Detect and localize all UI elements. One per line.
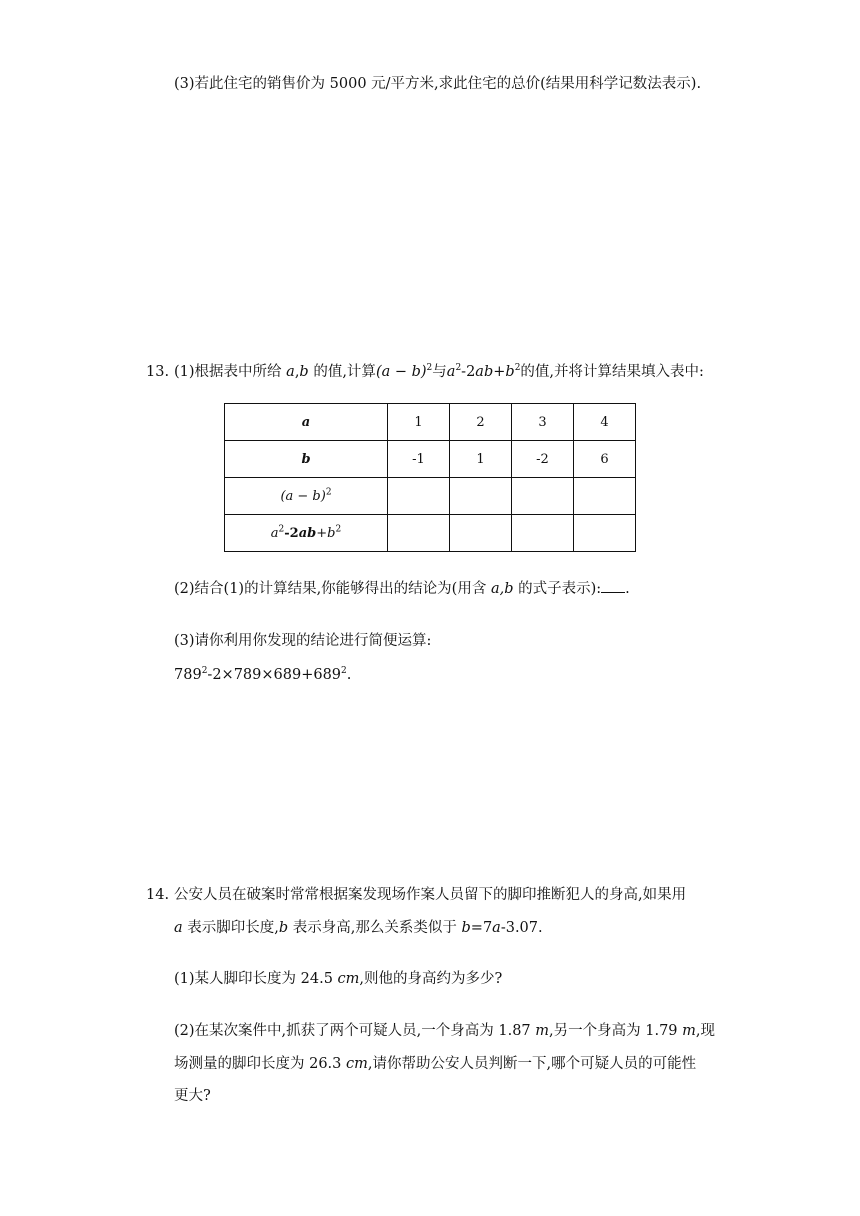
question-13-calculation: [174, 665, 351, 685]
answer-cell[interactable]: [388, 478, 450, 515]
row-label-b: b: [225, 441, 388, 478]
table-cell: 1: [388, 404, 450, 441]
table-cell: -2: [512, 441, 574, 478]
var-ab: ab: [475, 364, 494, 380]
question-13-number: 13.: [146, 364, 170, 380]
formula-a: a: [492, 920, 501, 936]
label-plus: +: [316, 525, 328, 541]
text: ,则他的身高约为多少?: [359, 971, 503, 987]
question-14-part2-line1: [174, 1021, 715, 1041]
exponent: 2: [335, 524, 342, 535]
table-row: [225, 404, 636, 441]
exponent: 2: [278, 524, 285, 535]
row-label-square-diff: [225, 478, 388, 515]
exponent: 2: [341, 666, 347, 677]
answer-cell[interactable]: [450, 478, 512, 515]
value-table: [224, 403, 636, 552]
answer-cell[interactable]: [512, 478, 574, 515]
table-cell: 3: [512, 404, 574, 441]
exponent: 2: [325, 487, 332, 498]
var-b: b: [299, 364, 309, 380]
formula-end: -3.07.: [500, 920, 543, 936]
question-14-part2-line2: [174, 1054, 696, 1074]
text: ,请你帮助公安人员判断一下,哪个可疑人员的可能性: [367, 1056, 697, 1072]
answer-cell[interactable]: [450, 515, 512, 552]
exponent: 2: [426, 363, 433, 374]
question-14-number: 14.: [146, 887, 170, 903]
label-ab: ab: [298, 525, 317, 541]
row-label-expanded: [225, 515, 388, 552]
formula-b: b: [461, 920, 471, 936]
exponent: 2: [455, 363, 462, 374]
formula-eq: =7: [470, 920, 493, 936]
var-b: b: [278, 920, 289, 936]
question-14-part2-line3: 更大?: [174, 1088, 211, 1104]
label-mid: -2: [284, 525, 299, 541]
answer-cell[interactable]: [574, 515, 636, 552]
question-14-part1: [174, 969, 502, 989]
table-cell: 6: [574, 441, 636, 478]
table-cell: -1: [388, 441, 450, 478]
question-14-line1: 公安人员在破案时常常根据案发现场作案人员留下的脚印推断犯人的身高,如果用: [174, 887, 687, 903]
text: 的式子表示):: [513, 581, 602, 597]
text: 与: [432, 364, 447, 380]
var-a: a: [446, 364, 456, 380]
table-cell: 2: [450, 404, 512, 441]
row-label-a: a: [225, 404, 388, 441]
table-cell: 4: [574, 404, 636, 441]
text: .: [625, 581, 630, 597]
text: ,另一个身高为 1.79: [549, 1023, 683, 1039]
text: +: [493, 364, 506, 380]
text: -2×789×689+689: [207, 667, 342, 683]
text: (2)在某次案件中,抓获了两个可疑人员,一个身高为 1.87: [174, 1023, 536, 1039]
prev-question-part3: (3)若此住宅的销售价为 5000 元/平方米,求此住宅的总价(结果用科学记数法表示).: [174, 76, 702, 92]
question-13-part2: [174, 579, 630, 599]
question-14-line2: [174, 918, 543, 938]
text: 场测量的脚印长度为 26.3: [174, 1056, 347, 1072]
text: 789: [174, 667, 202, 683]
unit: m: [535, 1023, 550, 1039]
var-b: b: [505, 364, 515, 380]
text: 表示脚印长度,: [182, 920, 279, 936]
exponent: 2: [514, 363, 521, 374]
text: 表示身高,那么关系类似于: [288, 920, 462, 936]
expr-square-diff: (a − b): [375, 364, 427, 380]
unit: m: [682, 1023, 696, 1039]
text: 的值,计算: [308, 364, 376, 380]
table-row: [225, 515, 636, 552]
text: (2)结合(1)的计算结果,你能够得出的结论为(用含: [174, 581, 491, 597]
label-b: b: [327, 525, 336, 541]
text: ,: [294, 364, 300, 380]
table-cell: 1: [450, 441, 512, 478]
unit: cm: [337, 971, 360, 987]
text: 的值,并将计算结果填入表中:: [520, 364, 704, 380]
answer-cell[interactable]: [574, 478, 636, 515]
text: .: [346, 667, 352, 683]
exponent: 2: [201, 666, 208, 677]
label-a: a: [270, 525, 279, 541]
text: (1)根据表中所给: [174, 364, 287, 380]
text: ,现: [695, 1023, 715, 1039]
unit: cm: [346, 1056, 368, 1072]
vars: a,b: [490, 581, 514, 597]
table-row: [225, 441, 636, 478]
answer-blank[interactable]: [601, 580, 625, 593]
text: -2: [461, 364, 476, 380]
var-a: a: [286, 364, 295, 380]
answer-cell[interactable]: [512, 515, 574, 552]
text: (1)某人脚印长度为 24.5: [174, 971, 338, 987]
question-13-part3: (3)请你利用你发现的结论进行简便运算:: [174, 633, 432, 649]
question-13-part1: [174, 362, 704, 382]
table-row: [225, 478, 636, 515]
label-text: (a − b): [280, 488, 326, 504]
var-a: a: [174, 920, 183, 936]
answer-cell[interactable]: [388, 515, 450, 552]
